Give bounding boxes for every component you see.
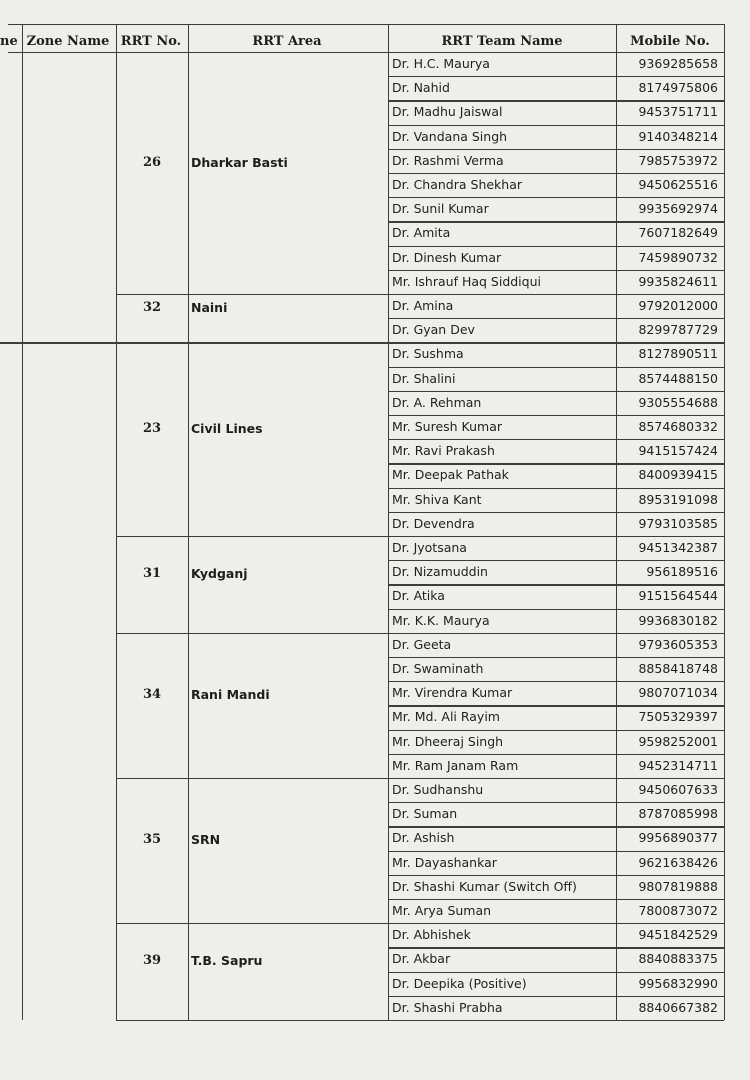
team-member-name: Mr. Ishrauf Haq Siddiqui (392, 273, 541, 289)
rrt-number: 35 (142, 832, 162, 848)
header-rrt-no: RRT No. (120, 33, 182, 49)
mobile-number: 7505329397 (638, 709, 718, 725)
team-member-name: Dr. Amina (392, 298, 454, 313)
mobile-number: 8574680332 (638, 419, 718, 434)
team-member-name: Dr. Geeta (392, 636, 452, 652)
row-divider (388, 367, 724, 368)
team-member-name: Dr. Shashi Kumar (Switch Off) (392, 878, 577, 894)
row-divider (388, 270, 724, 271)
rrt-area: T.B. Sapru (191, 953, 263, 969)
rrt-area: SRN (191, 832, 221, 848)
mobile-number: 9450607633 (638, 782, 718, 797)
row-divider (388, 100, 724, 101)
row-divider (388, 972, 724, 973)
team-member-name: Dr. Madhu Jaiswal (392, 104, 503, 120)
mobile-number: 9598252001 (638, 733, 718, 749)
mobile-number: 9956832990 (638, 975, 718, 991)
row-divider (388, 802, 724, 803)
mobile-number: 8840667382 (638, 999, 718, 1015)
mobile-number: 9792012000 (638, 298, 718, 313)
row-divider (388, 149, 724, 150)
mobile-number: 9793103585 (638, 515, 718, 531)
team-member-name: Dr. H.C. Maurya (392, 56, 490, 71)
mobile-number: 9151564544 (638, 588, 718, 604)
row-divider (388, 584, 724, 585)
mobile-number: 9935824611 (638, 273, 718, 289)
mobile-number: 9451342387 (638, 540, 718, 555)
group-divider (116, 633, 724, 634)
row-divider (388, 826, 724, 827)
mobile-number: 9453751711 (638, 104, 718, 120)
mobile-number: 7607182649 (638, 225, 718, 241)
rrt-number: 23 (142, 421, 162, 436)
row-divider (388, 221, 724, 222)
row-divider (388, 197, 724, 198)
team-member-name: Dr. Jyotsana (392, 540, 467, 555)
column-divider (188, 24, 189, 1020)
row-divider (388, 488, 724, 489)
mobile-number: 8787085998 (638, 806, 718, 822)
group-divider (116, 778, 724, 779)
rrt-number: 34 (142, 687, 162, 703)
team-member-name: Dr. Dinesh Kumar (392, 249, 502, 265)
header-rrt-area: RRT Area (252, 33, 322, 49)
row-divider (388, 415, 724, 416)
mobile-number: 9956890377 (638, 830, 718, 846)
rrt-area: Civil Lines (191, 421, 263, 436)
team-member-name: Dr. Sudhanshu (392, 782, 484, 797)
team-member-name: Dr. Gyan Dev (392, 322, 475, 338)
header-zone-name: Zone Name (26, 33, 110, 49)
row-divider (388, 318, 724, 319)
team-member-name: Mr. Dayashankar (392, 854, 497, 870)
mobile-number: 9450625516 (638, 177, 718, 192)
mobile-number: 9451842529 (638, 927, 718, 943)
team-member-name: Mr. Deepak Pathak (392, 467, 509, 483)
row-divider (388, 609, 724, 610)
header-rrt-team-name: RRT Team Name (441, 33, 563, 49)
mobile-number: 8858418748 (638, 661, 718, 676)
row-divider (388, 996, 724, 997)
mobile-number: 8127890511 (638, 346, 718, 362)
team-member-name: Dr. Shashi Prabha (392, 999, 503, 1015)
column-divider (388, 24, 389, 1020)
team-member-name: Dr. Ashish (392, 830, 455, 846)
mobile-number: 7800873072 (638, 903, 718, 918)
row-divider (388, 730, 724, 731)
team-member-name: Mr. Dheeraj Singh (392, 733, 504, 749)
team-member-name: Dr. Nizamuddin (392, 564, 488, 580)
team-member-name: Mr. Virendra Kumar (392, 685, 513, 701)
mobile-number: 9415157424 (638, 443, 718, 459)
header-mobile-no: Mobile No. (630, 33, 710, 49)
rrt-area: Naini (191, 300, 228, 315)
team-member-name: Dr. A. Rehman (392, 394, 482, 410)
group-divider (116, 536, 724, 537)
mobile-number: 8174975806 (638, 80, 718, 96)
row-divider (388, 947, 724, 948)
team-member-name: Dr. Chandra Shekhar (392, 177, 523, 192)
team-member-name: Dr. Atika (392, 588, 445, 604)
team-member-name: Dr. Sunil Kumar (392, 201, 489, 217)
row-divider (388, 463, 724, 464)
team-member-name: Dr. Deepika (Positive) (392, 975, 527, 991)
team-member-name: Mr. K.K. Maurya (392, 612, 490, 628)
row-divider (388, 681, 724, 682)
mobile-number: 9140348214 (638, 128, 718, 144)
team-member-name: Dr. Suman (392, 806, 458, 822)
team-member-name: Mr. Shiva Kant (392, 491, 482, 507)
team-member-name: Dr. Swaminath (392, 661, 484, 676)
team-member-name: Dr. Amita (392, 225, 451, 241)
mobile-number: 9935692974 (638, 201, 718, 217)
mobile-number: 9807071034 (638, 685, 718, 701)
team-member-name: Dr. Shalini (392, 370, 456, 386)
mobile-number: 7985753972 (638, 152, 718, 168)
row-divider (388, 851, 724, 852)
team-member-name: Dr. Akbar (392, 951, 451, 967)
rrt-area: Dharkar Basti (191, 154, 288, 170)
team-member-name: Dr. Rashmi Verma (392, 152, 504, 168)
team-member-name: Mr. Suresh Kumar (392, 419, 503, 434)
rrt-area: Rani Mandi (191, 687, 270, 703)
group-divider (116, 1020, 724, 1021)
row-divider (388, 899, 724, 900)
mobile-number: 9936830182 (638, 612, 718, 628)
rrt-number: 32 (142, 300, 162, 315)
group-divider (116, 294, 724, 295)
rrt-area: Kydganj (191, 566, 248, 582)
row-divider (388, 125, 724, 126)
rrt-number: 39 (142, 953, 162, 969)
mobile-number: 8840883375 (638, 951, 718, 967)
mobile-number: 8299787729 (638, 322, 718, 338)
team-member-name: Mr. Md. Ali Rayim (392, 709, 500, 725)
column-divider (116, 24, 117, 1020)
row-divider (388, 875, 724, 876)
team-member-name: Mr. Ram Janam Ram (392, 757, 519, 773)
mobile-number: 8400939415 (638, 467, 718, 483)
column-divider (22, 24, 23, 1020)
team-member-name: Mr. Ravi Prakash (392, 443, 495, 459)
column-divider (724, 24, 725, 1020)
team-member-name: Dr. Sushma (392, 346, 464, 362)
row-divider (388, 754, 724, 755)
row-divider (388, 439, 724, 440)
mobile-number: 9807819888 (638, 878, 718, 894)
team-member-name: Dr. Vandana Singh (392, 128, 508, 144)
row-divider (388, 76, 724, 77)
row-divider (388, 657, 724, 658)
mobile-number: 8953191098 (638, 491, 718, 507)
row-divider (388, 173, 724, 174)
mobile-number: 956189516 (646, 564, 718, 580)
row-divider (388, 512, 724, 513)
team-member-name: Dr. Nahid (392, 80, 450, 96)
row-divider (388, 246, 724, 247)
mobile-number: 9369285658 (638, 56, 718, 71)
header-partial-col: ne (0, 33, 18, 49)
mobile-number: 7459890732 (638, 249, 718, 265)
team-member-name: Mr. Arya Suman (392, 903, 492, 918)
mobile-number: 9305554688 (638, 394, 718, 410)
team-member-name: Dr. Abhishek (392, 927, 471, 943)
mobile-number: 8574488150 (638, 370, 718, 386)
mobile-number: 9452314711 (638, 757, 718, 773)
row-divider (388, 560, 724, 561)
mobile-number: 9793605353 (638, 636, 718, 652)
row-divider (388, 391, 724, 392)
team-member-name: Dr. Devendra (392, 515, 475, 531)
rrt-number: 26 (142, 154, 162, 170)
row-divider (388, 705, 724, 706)
mobile-number: 9621638426 (638, 854, 718, 870)
column-divider (616, 24, 617, 1020)
group-divider (116, 923, 724, 924)
rrt-number: 31 (142, 566, 162, 582)
